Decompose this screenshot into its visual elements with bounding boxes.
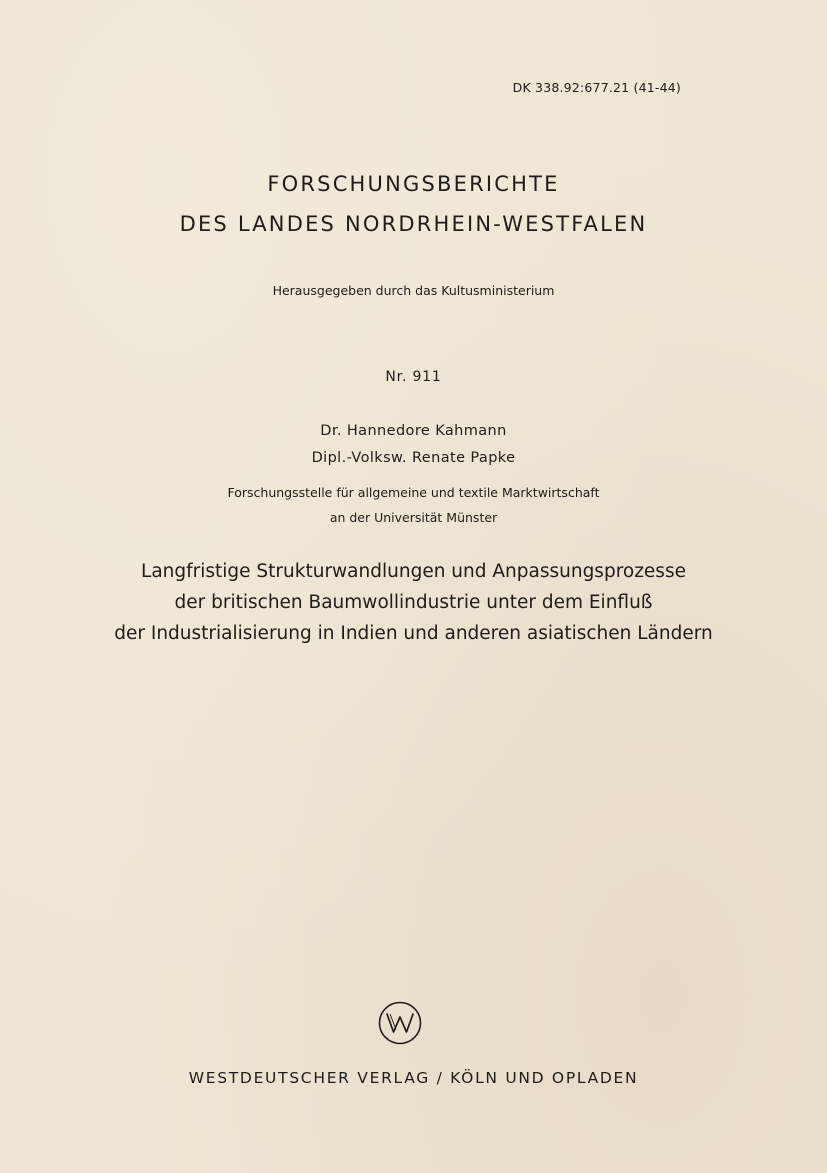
report-number: Nr. 911 [385, 369, 442, 385]
series-title-line-1: FORSCHUNGSBERICHTE [267, 172, 560, 196]
author-1: Dr. Hannedore Kahmann [320, 423, 507, 439]
book-title-line-3: der Industrialisierung in Indien und anderen asiatischen Ländern [114, 623, 713, 644]
institution-line-2: an der Universität Münster [329, 510, 498, 525]
publisher-note: Herausgegeben durch das Kultusministerium [272, 283, 555, 298]
author-2: Dipl.-Volksw. Renate Papke [311, 450, 516, 466]
publisher-imprint: WESTDEUTSCHER VERLAG / KÖLN UND OPLADEN [188, 1069, 639, 1087]
book-title-line-1: Langfristige Strukturwandlungen und Anpassungsprozesse [141, 561, 686, 582]
series-title-line-2: DES LANDES NORDRHEIN-WESTFALEN [179, 212, 648, 236]
publisher-logo [377, 1000, 423, 1046]
book-title-line-2: der britischen Baumwollindustrie unter dem Einfluß [174, 592, 653, 613]
institution-line-1: Forschungsstelle für allgemeine und textile Marktwirtschaft [227, 485, 600, 500]
classification-code: DK 338.92:677.21 (41-44) [512, 80, 681, 95]
